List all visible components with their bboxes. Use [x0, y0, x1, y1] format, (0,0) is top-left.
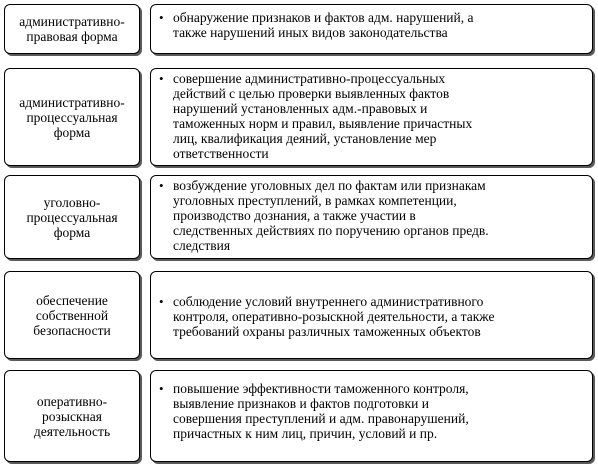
description-box-criminal-procedural [150, 175, 593, 259]
bullet-marker: • [159, 71, 164, 86]
form-box-administrative-procedural [4, 68, 140, 166]
bullet-marker: • [159, 294, 164, 309]
form-box-operational-search [4, 370, 140, 462]
form-label: оперативно- розыскная деятельность [33, 393, 111, 439]
description-box-operational-search [150, 370, 593, 462]
description-box-administrative-legal [150, 4, 593, 54]
form-label: административно- процессуальная форма [19, 94, 125, 140]
form-box-administrative-legal [4, 4, 140, 54]
description-text: соблюдение условий внутреннего административного контроля, оперативно-розыскной деятельности, а также требований охраны различных таможенных объектов [173, 294, 495, 339]
description-text: повышение эффективности таможенного контроля, выявление признаков и фактов подготовки и совершения преступлений и адм. правонарушений, причастных к ним лиц, причин, условий и пр. [173, 381, 469, 441]
description-box-own-security [150, 271, 593, 359]
bullet-marker: • [159, 10, 164, 25]
description-text: возбуждение уголовных дел по фактам или признакам уголовных преступлений, в рамках компетенции, производство дознания, а также участии в следственных действиях по поручению органов предв. следствия [173, 178, 489, 253]
form-box-criminal-procedural [4, 175, 140, 259]
description-box-administrative-procedural [150, 68, 593, 166]
bullet-marker: • [159, 381, 164, 396]
form-label: уголовно- процессуальная форма [26, 194, 118, 240]
form-box-own-security [4, 271, 140, 359]
description-text: обнаружение признаков и фактов адм. нарушений, а также нарушений иных видов законодательства [173, 10, 474, 40]
description-text: совершение административно-процессуальных действий с целью проверки выявленных фактов нарушений установленных адм.-правовых и таможенных норм и правил, выявление причастных лиц, квалификация деяний, установление мер ответственности [173, 71, 473, 161]
bullet-marker: • [159, 178, 164, 193]
form-label: обеспечение собственной безопасности [33, 292, 111, 338]
form-label: административно- правовая форма [19, 14, 125, 44]
